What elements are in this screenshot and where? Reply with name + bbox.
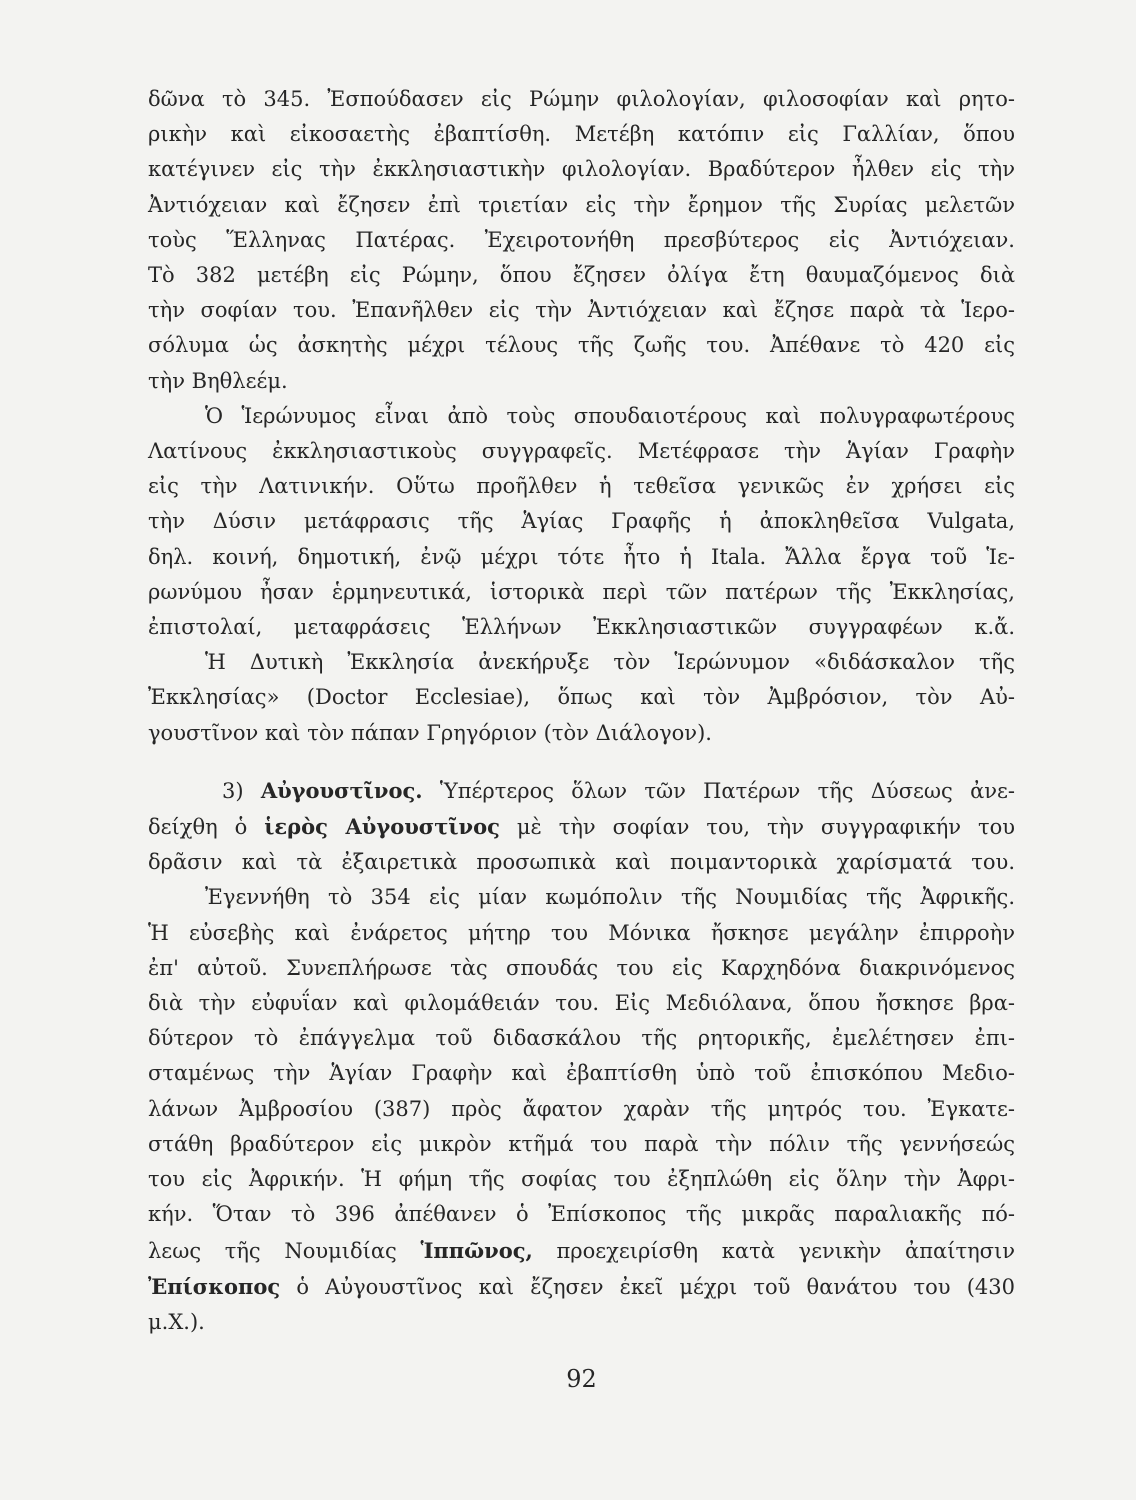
text-line: σταμένως τὴν Ἁγίαν Γραφὴν καὶ ἐβαπτίσθη ὑπὸ τοῦ ἐπισκόπου Μεδιο-: [148, 1061, 1015, 1086]
text-line: δηλ. κοινή, δημοτική, ἐνῷ μέχρι τότε ἦτο ἡ Itala. Ἄλλα ἔργα τοῦ Ἱε-: [148, 544, 1015, 569]
bold-term: Αὐγουστῖνος.: [260, 777, 423, 803]
bold-term: Ἐπίσκοπος: [148, 1273, 281, 1299]
text-line: τὴν Βηθλεέμ.: [148, 368, 288, 393]
text-line: διὰ τὴν εὐφυΐαν καὶ φιλομάθειάν του. Εἰς Μεδιόλανα, ὅπου ἤσκησε βρα-: [148, 991, 1015, 1016]
text-line: εἰς τὴν Λατινικήν. Οὕτω προῆλθεν ἡ τεθεῖσα γενικῶς ἐν χρήσει εἰς: [148, 474, 1015, 499]
text-line: τὴν Δύσιν μετάφρασις τῆς Ἁγίας Γραφῆς ἡ ἀποκληθεῖσα Vulgata,: [148, 509, 1015, 534]
text-line: λεως τῆς Νουμιδίας Ἱππῶνος, προεχειρίσθη κατὰ γενικὴν ἀπαίτησιν: [148, 1237, 1015, 1263]
text-line: τοὺς Ἕλληνας Πατέρας. Ἐχειροτονήθη πρεσβύτερος εἰς Ἀντιόχειαν.: [148, 227, 1015, 252]
text-line: Τὸ 382 μετέβη εἰς Ρώμην, ὅπου ἔζησεν ὀλίγα ἔτη θαυμαζόμενος διὰ: [148, 263, 1015, 288]
text-line: Ἐκκλησίας» (Doctor Ecclesiae), ὅπως καὶ τὸν Ἀμβρόσιον, τὸν Αὐ-: [148, 685, 1015, 710]
text-line: ἐπ' αὐτοῦ. Συνεπλήρωσε τὰς σπουδάς του εἰς Καρχηδόνα διακρινόμενος: [148, 955, 1015, 980]
text-line: Ἡ εὐσεβὴς καὶ ἐνάρετος μήτηρ του Μόνικα ἤσκησε μεγάλην ἐπιρροὴν: [148, 920, 1015, 945]
text-line: Ἐπίσκοπος ὁ Αὐγουστῖνος καὶ ἔζησεν ἐκεῖ μέχρι τοῦ θανάτου του (430: [148, 1273, 1015, 1299]
text-line: κατέγινεν εἰς τὴν ἐκκλησιαστικὴν φιλολογίαν. Βραδύτερον ἦλθεν εἰς τὴν: [148, 157, 1015, 182]
text-line: του εἰς Ἀφρικήν. Ἡ φήμη τῆς σοφίας του ἐξηπλώθη εἰς ὅλην τὴν Ἀφρι-: [148, 1167, 1015, 1192]
text-line: ρωνύμου ἦσαν ἑρμηνευτικά, ἱστορικὰ περὶ τῶν πατέρων τῆς Ἐκκλησίας,: [148, 579, 1015, 604]
text-line: Ἡ Δυτικὴ Ἐκκλησία ἀνεκήρυξε τὸν Ἱερώνυμον «διδάσκαλον τῆς: [205, 650, 1015, 675]
text-line: μ.Χ.).: [148, 1309, 205, 1334]
text-line: γουστῖνον καὶ τὸν πάπαν Γρηγόριον (τὸν Διάλογον).: [148, 720, 712, 745]
text-line: δρᾶσιν καὶ τὰ ἐξαιρετικὰ προσωπικὰ καὶ ποιμαντορικὰ χαρίσματά του.: [148, 850, 1015, 875]
bold-term: ἱερὸς Αὐγουστῖνος: [264, 814, 500, 840]
text-line: Ὁ Ἱερώνυμος εἶναι ἀπὸ τοὺς σπουδαιοτέρους καὶ πολυγραφωτέρους: [205, 403, 1015, 428]
text-line: Ἐγεννήθη τὸ 354 εἰς μίαν κωμόπολιν τῆς Νουμιδίας τῆς Ἀφρικῆς.: [205, 885, 1015, 910]
text-line: ἐπιστολαί, μεταφράσεις Ἑλλήνων Ἐκκλησιαστικῶν συγγραφέων κ.ἄ.: [148, 615, 1015, 640]
text-line: τὴν σοφίαν του. Ἐπανῆλθεν εἰς τὴν Ἀντιόχειαν καὶ ἔζησε παρὰ τὰ Ἱερο-: [148, 298, 1015, 323]
text-line: δῶνα τὸ 345. Ἐσπούδασεν εἰς Ρώμην φιλολογίαν, φιλοσοφίαν καὶ ρητο-: [148, 87, 1015, 111]
text-line: ρικὴν καὶ εἰκοσαετὴς ἐβαπτίσθη. Μετέβη κατόπιν εἰς Γαλλίαν, ὅπου: [148, 122, 1015, 147]
text-line: Λατίνους ἐκκλησιαστικοὺς συγγραφεῖς. Μετέφρασε τὴν Ἁγίαν Γραφὴν: [148, 439, 1015, 464]
text-line: σόλυμα ὡς ἀσκητὴς μέχρι τέλους τῆς ζωῆς του. Ἀπέθανε τὸ 420 εἰς: [148, 333, 1015, 358]
text-line: λάνων Ἀμβροσίου (387) πρὸς ἄφατον χαρὰν τῆς μητρός του. Ἐγκατε-: [148, 1096, 1015, 1121]
text-line: Ἀντιόχειαν καὶ ἔζησεν ἐπὶ τριετίαν εἰς τὴν ἔρημον τῆς Συρίας μελετῶν: [148, 192, 1015, 217]
text-line: κήν. Ὅταν τὸ 396 ἀπέθανεν ὁ Ἐπίσκοπος τῆς μικρᾶς παραλιακῆς πό-: [148, 1202, 1015, 1227]
text-line: δύτερον τὸ ἐπάγγελμα τοῦ διδασκάλου τῆς ρητορικῆς, ἐμελέτησεν ἐπι-: [148, 1026, 1015, 1051]
bold-term: Ἱππῶνος,: [420, 1237, 533, 1263]
text-body: [148, 82, 1015, 1340]
section-heading-line: 3) Αὐγουστῖνος. Ὑπέρτερος ὅλων τῶν Πατέρων τῆς Δύσεως ἀνε-: [222, 777, 1015, 803]
text-line: δείχθη ὁ ἱερὸς Αὐγουστῖνος μὲ τὴν σοφίαν του, τὴν συγγραφικήν του: [148, 814, 1016, 840]
text-line: στάθη βραδύτερον εἰς μικρὸν κτῆμά του παρὰ τὴν πόλιν τῆς γεννήσεώς: [148, 1131, 1015, 1156]
page-number: 92: [566, 1365, 597, 1393]
